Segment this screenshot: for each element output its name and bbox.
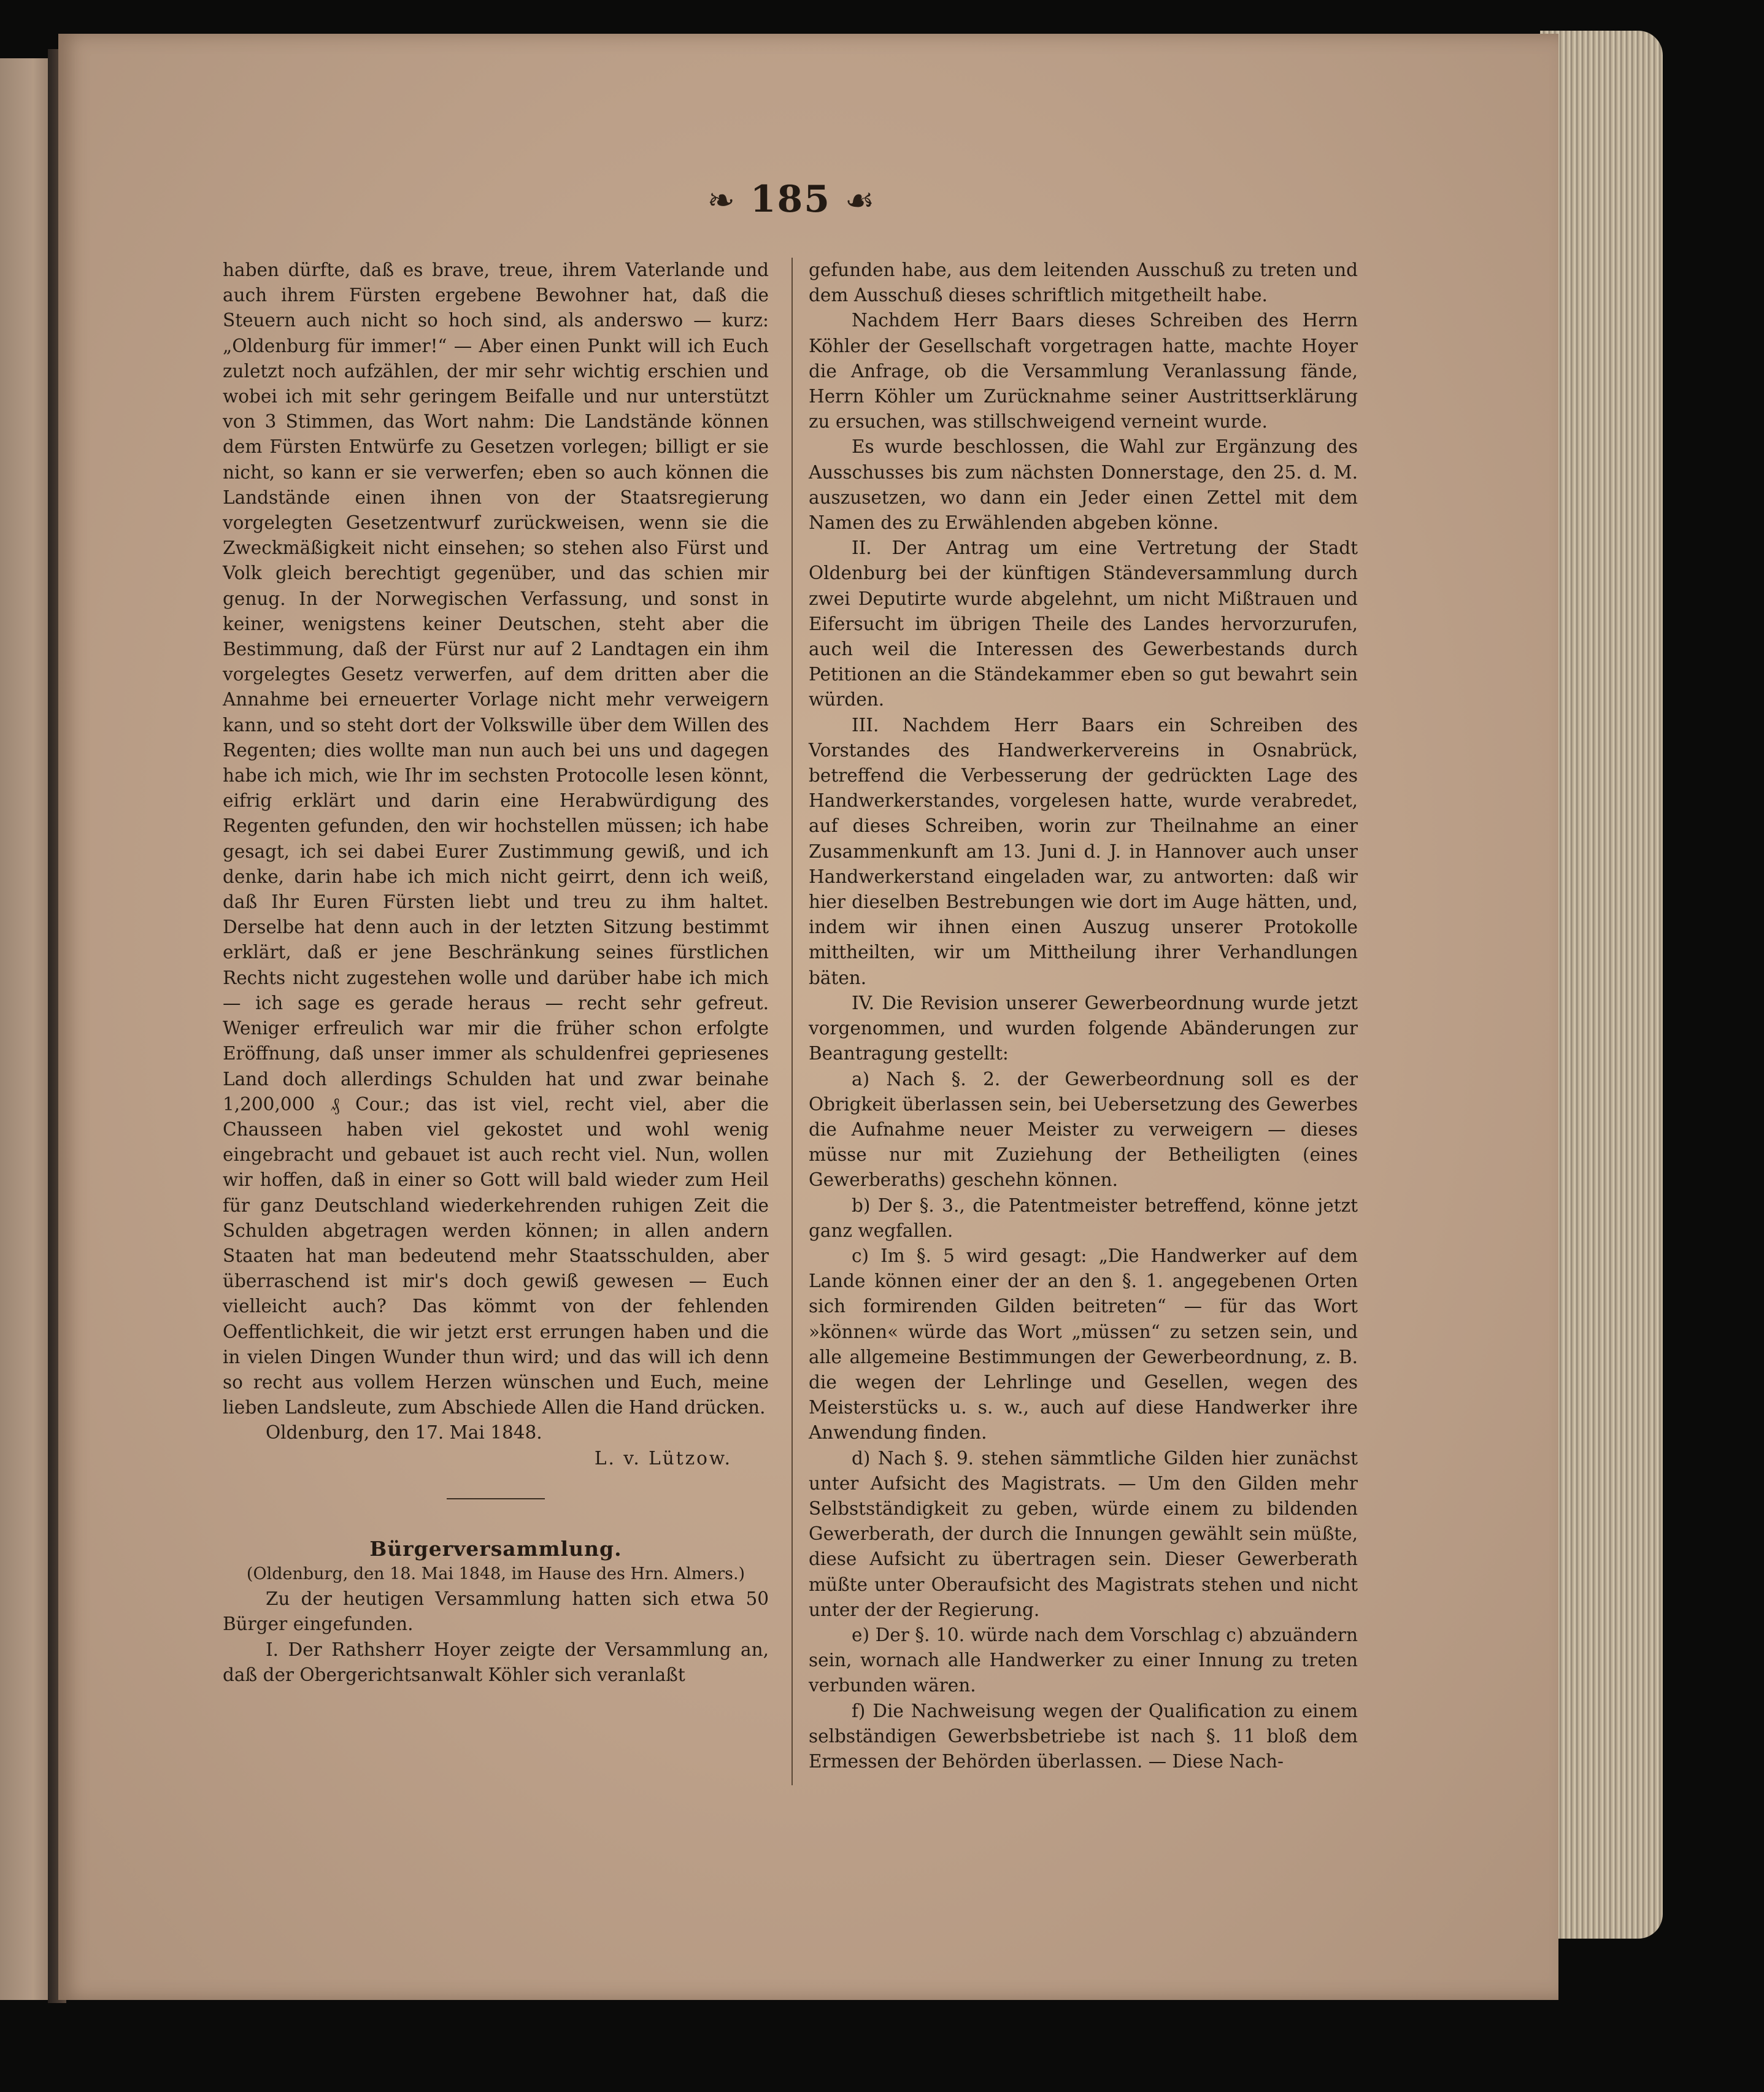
right-column bbox=[809, 258, 1358, 1774]
paragraph: haben dürfte, daß es brave, treue, ihrem Vaterlande und auch ihrem Fürsten ergebene Bewohner hat, daß die Steuern auch nicht so hoch sind, als anderswo — kurz: „Oldenburg für immer!“ — Aber einen Punkt will ich Euch zuletzt noch aufzählen, der mir sehr wichtig erschien und wobei ich mit sehr geringem Beifalle und nur unterstützt von 3 Stimmen, das Wort nahm: Die Landstände können dem Fürsten Entwürfe zu Gesetzen vorlegen; billigt er sie nicht, so kann er sie verwerfen; eben so auch können die Landstände einen ihnen von der Staatsregierung vorgelegten Gesetzentwurf zurückweisen, wenn sie die Zweckmäßigkeit nicht einsehen; so stehen also Fürst und Volk gleich berechtigt gegenüber, und das schien mir genug. In der Norwegischen Verfassung, und sonst in keiner, wenigstens keiner Deutschen, steht aber die Bestimmung, daß der Fürst nur auf 2 Landtagen ein ihm vorgelegtes Gesetz verwerfen, auf dem dritten aber die Annahme bei erneuerter Vorlage nicht mehr verweigern kann, und so steht dort der Volkswille über dem Willen des Regenten; dies wollte man nun auch bei uns und dagegen habe ich mich, wie Ihr im sechsten Protocolle lesen könnt, eifrig erklärt und darin eine Herabwürdigung des Regenten gefunden, den wir hochstellen müssen; ich habe gesagt, ich sei dabei Eurer Zustimmung gewiß, und ich denke, darin habe ich mich nicht geirrt, denn ich weiß, daß Ihr Euren Fürsten liebt und treu zu ihm haltet. Derselbe hat denn auch in der letzten Sitzung bestimmt erklärt, daß er jene Beschränkung seines fürstlichen Rechts nicht zugestehen wolle und darüber habe ich mich — ich sage es gerade heraus — recht sehr gefreut. Weniger erfreulich war mir die früher schon erfolgte Eröffnung, daß unser immer als schuldenfrei gepriesenes Land doch allerdings Schulden hat und zwar beinahe 1,200,000 ₰ Cour.; das ist viel, recht viel, aber die Chausseen haben viel gekostet und wohl wenig eingebracht und gebauet ist auch recht viel. Nun, wollen wir hoffen, daß in einer so Gott will bald wieder zum Heil für ganz Deutschland wiederkehrenden ruhigen Zeit die Schulden abgetragen werden können; in allen andern Staaten hat man bedeutend mehr Staatsschulden, aber überraschend ist mir's doch gewiß gewesen — Euch vielleicht auch? Das kömmt von der fehlenden Oeffentlichkeit, die wir jetzt erst errungen haben und die in vielen Dingen Wunder thun wird; und das will ich denn so recht aus vollem Herzen wünschen und Euch, meine lieben Landsleute, zum Abschiede Allen die Hand drücken. bbox=[223, 260, 769, 1418]
paragraph: II. Der Antrag um eine Vertretung der Stadt Oldenburg bei der künftigen Ständeversammlung durch zwei Deputirte wurde abgelehnt, um nicht Mißtrauen und Eifersucht im übrigen Theile des Landes hervorzurufen, auch weil die Interessen des Gewerbestands durch Petitionen an die Ständekammer eben so gut bewahrt sein würden. bbox=[809, 537, 1358, 710]
ornament-right-icon: ☙ bbox=[844, 181, 876, 220]
page-number-text: 185 bbox=[750, 178, 831, 221]
paragraph: Nachdem Herr Baars dieses Schreiben des Herrn Köhler der Gesellschaft vorgetragen hatte, machte Hoyer die Anfrage, ob die Versammlung Veranlassung fände, Herrn Köhler um Zurücknahme seiner Austrittserklärung zu ersuchen, was stillschweigend verneint wurde. bbox=[809, 310, 1358, 433]
paragraph: IV. Die Revision unserer Gewerbeordnung wurde jetzt vorgenommen, und wurden folgende Abänderungen zur Beantragung gestellt: bbox=[809, 992, 1358, 1064]
section-title: Bürgerversammlung. bbox=[369, 1536, 622, 1561]
column-divider bbox=[791, 258, 793, 1785]
paragraph: I. Der Rathsherr Hoyer zeigte der Versammlung an, daß der Obergerichtsanwalt Köhler sich veranlaßt bbox=[223, 1639, 769, 1685]
left-column bbox=[223, 258, 769, 1688]
paragraph: III. Nachdem Herr Baars ein Schreiben des Vorstandes des Handwerkervereins in Osnabrück, betreffend die Verbesserung der gedrückten Lage des Handwerkerstandes, vorgelesen hatte, wurde verabredet, auf dieses Schreiben, worin zur Theilnahme an einer Zusammenkunft am 13. Juni d. J. in Hannover auch unser Handwerkerstand eingeladen war, zu antworten: daß wir hier dieselben Bestrebungen wie dort im Auge hätten, und, indem wir ihnen einen Auszug unserer Protokolle mittheilten, wir um Mittheilung ihrer Verhandlungen bäten. bbox=[809, 714, 1358, 988]
paragraph: Es wurde beschlossen, die Wahl zur Ergänzung des Ausschusses bis zum nächsten Donnerstage, den 25. d. M. auszusetzen, wo dann ein Jeder einen Zettel mit dem Namen des zu Erwählenden abgeben könne. bbox=[809, 436, 1358, 534]
page-edges bbox=[1540, 31, 1663, 1939]
previous-page-edge bbox=[0, 58, 55, 2000]
paragraph: e) Der §. 10. würde nach dem Vorschlag c) abzuändern sein, wornach alle Handwerker zu einer Innung zu treten verbunden wären. bbox=[809, 1624, 1358, 1696]
section-subtitle: (Oldenburg, den 18. Mai 1848, im Hause des Hrn. Almers.) bbox=[246, 1564, 745, 1583]
signature: L. v. Lützow. bbox=[594, 1447, 732, 1469]
dateline: Oldenburg, den 17. Mai 1848. bbox=[266, 1422, 542, 1444]
paragraph: a) Nach §. 2. der Gewerbeordnung soll es der Obrigkeit überlassen sein, bei Uebersetzung des Gewerbes die Aufnahme neuer Meister zu verweigern — dieses müsse nur mit Zuziehung der Betheiligten (eines Gewerberaths) geschehn können. bbox=[809, 1068, 1358, 1191]
paragraph: b) Der §. 3., die Patentmeister betreffend, könne jetzt ganz wegfallen. bbox=[809, 1194, 1358, 1241]
paragraph: gefunden habe, aus dem leitenden Ausschuß zu treten und dem Ausschuß dieses schriftlich mitgetheilt habe. bbox=[809, 260, 1358, 306]
ornament-left-icon: ❧ bbox=[707, 181, 736, 220]
page-number bbox=[669, 178, 914, 221]
paragraph: Zu der heutigen Versammlung hatten sich etwa 50 Bürger eingefunden. bbox=[223, 1588, 769, 1635]
paragraph: d) Nach §. 9. stehen sämmtliche Gilden hier zunächst unter Aufsicht des Magistrats. — Um den Gilden mehr Selbstständigkeit zu geben, würde einem zu bildenden Gewerberath, der durch die Innungen gewählt sein müßte, diese Aufsicht zu übertragen sein. Dieser Gewerberath müßte unter Oberaufsicht des Magistrats stehen und nicht unter der der Regierung. bbox=[809, 1447, 1358, 1620]
paragraph: f) Die Nachweisung wegen der Qualification zu einem selbständigen Gewerbsbetriebe ist nach §. 11 bloß dem Ermessen der Behörden überlassen. — Diese Nach- bbox=[809, 1700, 1358, 1772]
section-divider bbox=[447, 1498, 545, 1499]
paragraph: c) Im §. 5 wird gesagt: „Die Handwerker auf dem Lande können einer der an den §. 1. angegebenen Orten sich formirenden Gilden beitreten“ — für das Wort »können« würde das Wort „müssen“ zu setzen sein, und alle allgemeine Bestimmungen der Gewerbeordnung, z. B. die wegen der Lehrlinge und Gesellen, wegen des Meisterstücks u. s. w., auch auf diese Handwerker ihre Anwendung finden. bbox=[809, 1245, 1358, 1444]
